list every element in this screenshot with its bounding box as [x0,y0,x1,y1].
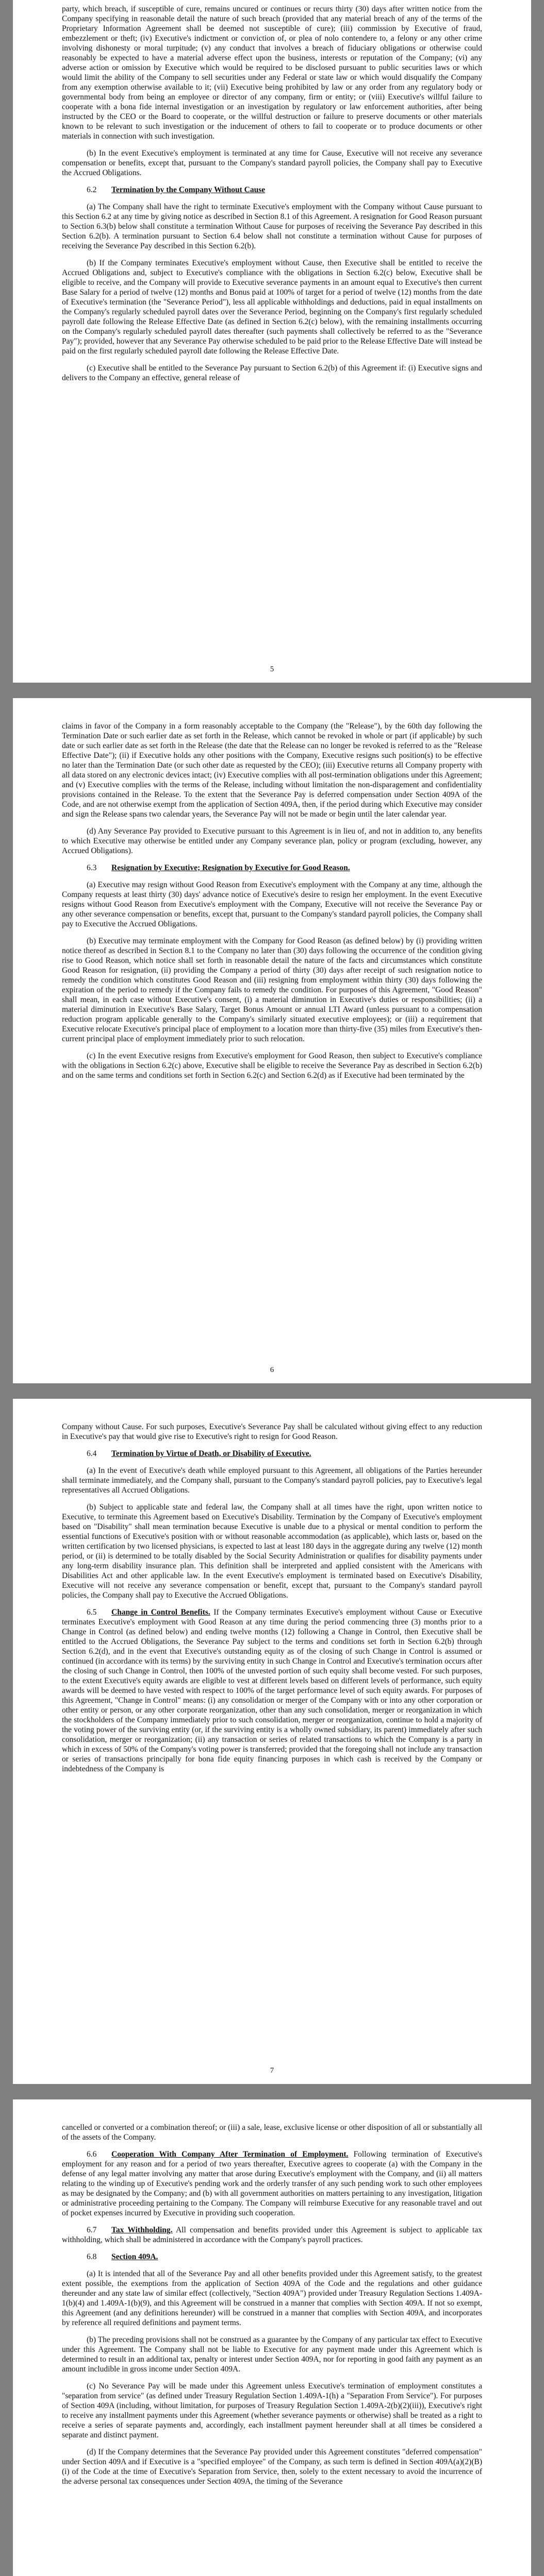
paragraph: (c) In the event Executive resigns from Executive's employment for Good Reason, then subject to Executive's compliance with the obligations in Section 6.2(c) above, Executive shall be eligible to receive the Severance Pay as described in Section 6.2(b) and on the same terms and conditions set forth in Section 6.2(c) and Section 6.2(d) as if Executive had been terminated by the [62,1052,482,1080]
section-title: Section 409A. [111,2252,158,2261]
document-page-5 [13,0,531,683]
paragraph: (b) In the event Executive's employment is terminated at any time for Cause, Executive will not receive any severance compensation or benefits, except that, pursuant to the Company's standard payroll policies, the Company shall pay to Executive the Accrued Obligations. [62,149,482,177]
page-number: 7 [270,2066,274,2075]
page-number: 5 [270,665,274,673]
document-page-7 [13,1399,531,2084]
paragraph: (c) No Severance Pay will be made under this Agreement unless Executive's termination of employment constitutes a "separation from service" (as defined under Treasury Regulation Section 1.409A-1(h) a "Separation From Service"). For purposes of Section 409A (including, without limitation, for purposes of Treasury Regulation Section 1.409A-2(b)(2)(iii)), Executive's right to receive any installment payments under this Agreement (whether severance payments or otherwise) shall be treated as a right to receive a series of separate payments and, accordingly, each installment payment hereunder shall at all times be considered a separate and distinct payment. [62,2382,482,2439]
section-number: 6.5 [87,1608,97,1617]
paragraph: (a) It is intended that all of the Severance Pay and all other benefits provided under this Agreement satisfy, to the greatest extent possible, the exemptions from the application of Section 409A of the Code and the regulations and other guidance thereunder and any state law of similar effect (collectively, "Section 409A") provided under Treasury Regulation Sections 1.409A-1(b)(4) and 1.409A-1(b)(9), and this Agreement will be construed in a manner that complies with Section 409A. If not so exempt, this Agreement (and any definitions hereunder) will be construed in a manner that complies with Section 409A, and incorporates by reference all required definitions and payment terms. [62,2269,482,2327]
paragraph [62,2225,482,2245]
paragraph: (b) Subject to applicable state and federal law, the Company shall at all times have the right, upon written notice to Executive, to terminate this Agreement based on Executive's Disability. Termination by the Company of Executive's employment based on "Disability" shall mean termination because Executive is unable due to a physical or mental condition to perform the essential functions of Executive's position with or without reasonable accommodation (as applicable), which lasts or, based on the written certification by two licensed physicians, is expected to last at least 180 days in the aggregate during any twelve (12) month period, or (ii) is determined to be totally disabled by the Social Security Administration or qualifies for disability payments under any long-term disability insurance plan. This definition shall be interpreted and applied consistent with the Americans with Disabilities Act and other applicable law. In the event Executive's employment is terminated based on Executive's Disability, Executive will not receive any severance compensation or benefit, except that, pursuant to the Company's standard payroll policies, the Company shall pay to Executive the Accrued Obligations. [62,1503,482,1600]
section-heading [62,185,482,195]
section-heading [62,863,482,873]
paragraph: Company without Cause. For such purposes, Executive's Severance Pay shall be calculated without giving effect to any reduction in Executive's pay that would give rise to Executive's right to resign for Good Reason. [62,1422,482,1441]
document-page-6 [13,698,531,1383]
section-heading [62,1449,482,1459]
paragraph [62,2149,482,2218]
paragraph-text: If the Company terminates Executive's employment without Cause or Executive terminates Executive's employment with Good Reason at any time during the period commencing three (3) months prior to a Change in Control (as defined below) and ending twelve months (12) following a Change in Control, then Executive shall be entitled to the Accrued Obligations, the Severance Pay subject to the terms and conditions set forth in Section 6.2(b) through Section 6.2(d), and in the event that Executive's outstanding equity as of the closing of such Change in Control is assumed or continued (in accordance with its terms) by the surviving entity in such Change in Control and Executive's termination occurs after the closing of such Change in Control, then 100% of the unvested portion of such equity shall become vested. For such purposes, to the extent Executive's equity awards are eligible to vest at different levels based on different levels of performance, such equity awards will be deemed to have vested with respect to 100% of the target performance level of such equity awards. For purposes of this Agreement, "Change in Control" means: (i) any consolidation or merger of the Company with or into any other corporation or other entity or person, or any other corporate reorganization, other than any such consolidation, merger or reorganization in which the stockholders of the Company immediately prior to such consolidation, merger or reorganization, continue to hold a majority of the voting power of the surviving entity (or, if the surviving entity is a wholly owned subsidiary, its parent) immediately after such consolidation, merger or reorganization; (ii) any transaction or series of related transactions to which the Company is a party in which in excess of 50% of the Company's voting power is transferred; provided that the foregoing shall not include any transaction or series of transactions principally for bona fide equity financing purposes in which cash is received by the Company or indebtedness of the Company is [62,1608,483,1773]
paragraph: (a) The Company shall have the right to terminate Executive's employment with the Company without Cause pursuant to this Section 6.2 at any time by giving notice as described in Section 8.1 of this Agreement. A resignation for Good Reason pursuant to Section 6.3(b) below shall constitute a termination Without Cause for purposes of receiving the Severance Pay described in this Section 6.2(b). A termination pursuant to Section 6.4 below shall not constitute a termination without Cause for purposes of receiving the Severance Pay described in this Section 6.2(b). [62,202,482,250]
page-number: 6 [270,1366,274,1374]
section-title: Tax Withholding. [111,2226,173,2234]
section-title: Resignation by Executive; Resignation by Executive for Good Reason. [111,863,350,872]
section-number: 6.7 [87,2226,97,2234]
section-title: Termination by the Company Without Cause [111,185,266,194]
paragraph: (a) In the event of Executive's death while employed pursuant to this Agreement, all obligations of the Parties hereunder shall terminate immediately, and the Company shall, pursuant to the Company's standard payroll policies, pay to Executive's legal representatives all Accrued Obligations. [62,1466,482,1495]
paragraph: (b) Executive may terminate employment with the Company for Good Reason (as defined below) by (i) providing written notice thereof as described in Section 8.1 to the Company no later than (30) days following the occurrence of the condition giving rise to Good Reason, which notice shall set forth in reasonable detail the nature of the facts and circumstances which constitute Good Reason for resignation, (ii) providing the Company a period of thirty (30) days after receipt of such resignation notice to remedy the condition which constitutes Good Reason and (iii) resigning from employment within thirty (30) days following the expiration of the period to remedy if the Company fails to remedy the condition. For purposes of this Agreement, "Good Reason" shall mean, in each case without Executive's consent, (i) a material diminution in Executive's duties or responsibilities; (ii) a material diminution in Executive's Base Salary, Target Bonus Amount or annual LTI Award (unless pursuant to a compensation reduction program applicable generally to the Company's similarly situated executive employees); or (iii) a requirement that Executive relocate Executive's principal place of employment to a location more than thirty-five (35) miles from Executive's then-current principal place of employment immediately prior to such relocation. [62,937,482,1043]
section-title: Cooperation With Company After Termination of Employment. [111,2150,349,2159]
section-number: 6.2 [87,185,97,194]
section-number: 6.6 [87,2150,97,2159]
paragraph: (c) Executive shall be entitled to the Severance Pay pursuant to Section 6.2(b) of this Agreement if: (i) Executive signs and delivers to the Company an effective, general release of [62,364,482,382]
paragraph: (a) Executive may resign without Good Reason from Executive's employment with the Company at any time, although the Company requests at least thirty (30) days' advance notice of Executive's desire to resign her employment. In the event Executive resigns without Good Reason from Executive's employment with the Company, Executive will not receive the Severance Pay or any other severance compensation or benefits, except that, pursuant to the Company's standard payroll policies, the Company shall pay to Executive the Accrued Obligations. [62,880,482,928]
paragraph: (d) Any Severance Pay provided to Executive pursuant to this Agreement is in lieu of, and not in addition to, any benefits to which Executive may otherwise be entitled under any Company severance plan, policy or program (excluding, however, any Accrued Obligations). [62,827,482,855]
paragraph: claims in favor of the Company in a form reasonably acceptable to the Company (the "Release"), by the 60th day following the Termination Date or such earlier date as set forth in the Release, which cannot be revoked in whole or part (if applicable) by such date or such earlier date as set forth in the Release (the date that the Release can no longer be revoked is referred to as the "Release Effective Date"); (ii) if Executive holds any other positions with the Company, Executive resigns such position(s) to be effective no later than the Termination Date (or such other date as requested by the CEO); (iii) Executive returns all Company property with all data stored on any electronic devices intact; (iv) Executive complies with all post-termination obligations under this Agreement; and (v) Executive complies with the terms of the Release, including without limitation the non-disparagement and confidentiality provisions contained in the Release. To the extent that the Severance Pay is deferred compensation under Section 409A of the Code, and are not otherwise exempt from the application of Section 409A, then, if the period during which Executive may consider and sign the Release spans two calendar years, the Severance Pay will not be made or begin until the later calendar year. [62,722,482,819]
document-page-8 [13,2099,531,2576]
section-number: 6.4 [87,1449,97,1458]
section-title: Change in Control Benefits. [111,1608,210,1617]
paragraph-text: All compensation and benefits provided under this Agreement is subject to applicable tax withholding, which shall be administered in accordance with the Company's payroll practices. [62,2226,482,2244]
section-number: 6.8 [87,2252,97,2261]
section-title: Termination by Virtue of Death, or Disability of Executive. [111,1449,311,1458]
paragraph: (b) If the Company terminates Executive's employment without Cause, then Executive shall be entitled to receive the Accrued Obligations and, subject to Executive's compliance with the obligations in Section 6.2(c) below, Executive shall be eligible to receive, and the Company will provide to Executive severance payments in an amount equal to Executive's then current Base Salary for a period of twelve (12) months and Bonus paid at 100% of target for a period of twelve (12) months from the date of Executive's termination (the "Severance Period"), less all applicable withholdings and deductions, paid in equal installments on the Company's regularly scheduled payroll dates over the Severance Period, beginning on the Company's first regularly scheduled payroll date following the Release Effective Date (as defined in Section 6.2(c) below), with the remaining installments occurring on the Company's regularly scheduled payroll dates thereafter (such payments shall collectively be referred to as the "Severance Pay"); provided, however that any Severance Pay otherwise scheduled to be paid prior to the Release Effective Date will instead be paid on the first regularly scheduled payroll date following the Release Effective Date. [62,259,482,355]
paragraph: cancelled or converted or a combination thereof; or (iii) a sale, lease, exclusive license or other disposition of all or substantially all of the assets of the Company. [62,2123,482,2142]
paragraph: (d) If the Company determines that the Severance Pay provided under this Agreement constitutes "deferred compensation" under Section 409A and if Executive is a "specified employee" of the Company, as such term is defined in Section 409A(a)(2)(B)(i) of the Code at the time of Executive's Separation from Service, then, solely to the extent necessary to avoid the incurrence of the adverse personal tax consequences under Section 409A, the timing of the Severance [62,2448,482,2486]
paragraph: (b) The preceding provisions shall not be construed as a guarantee by the Company of any particular tax effect to Executive under this Agreement. The Company shall not be liable to Executive for any payment made under this Agreement which is determined to result in an additional tax, penalty or interest under Section 409A, nor for reporting in good faith any payment as an amount includible in gross income under Section 409A. [62,2335,482,2374]
section-number: 6.3 [87,863,97,872]
paragraph [62,1607,482,1774]
paragraph: party, which breach, if susceptible of cure, remains uncured or continues or recurs thirty (30) days after written notice from the Company specifying in reasonable detail the nature of such breach (provided that any material breach of any of the terms of the Proprietary Information Agreement shall be deemed not susceptible of cure); (iii) commission by Executive of fraud, embezzlement or theft; (iv) Executive's indictment or conviction of, or plea of nolo contendere to, a felony or any other crime involving dishonesty or moral turpitude; (v) any conduct that involves a breach of fiduciary obligations or otherwise could reasonably be expected to have a material adverse effect upon the business, interests or reputation of the Company; (vi) any adverse action or omission by Executive which would be required to be disclosed pursuant to public securities laws or which would limit the ability of the Company to sell securities under any Federal or state law or which would disqualify the Company from any exemption otherwise available to it; (vii) Executive being prohibited by law or any order from any regulatory body or governmental body from being an employee or director of any company, firm or entity; or (viii) Executive's willful failure to cooperate with a bona fide internal investigation or an investigation by regulatory or law enforcement authorities, after being instructed by the CEO or the Board to cooperate, or the willful destruction or failure to preserve documents or other materials known to be relevant to such investigation or the inducement of others to fail to cooperate or to produce documents or other materials in connection with such investigation. [62,5,482,141]
section-heading [62,2252,482,2262]
paragraph-text: Following termination of Executive's employment for any reason and for a period of two years thereafter, Executive agrees to cooperate (a) with the Company in the defense of any legal matter involving any matter that arose during Executive's employment with the Company, and (ii) all matters relating to the winding up of Executive's pending work and the orderly transfer of any such pending work to such other employees as may be designated by the Company; and (b) with all government authorities on matters pertaining to any investigation, litigation or administrative proceeding pertaining to the Company. The Company will reimburse Executive for any reasonable travel and out of pocket expenses incurred by Executive in providing such cooperation. [62,2150,482,2217]
